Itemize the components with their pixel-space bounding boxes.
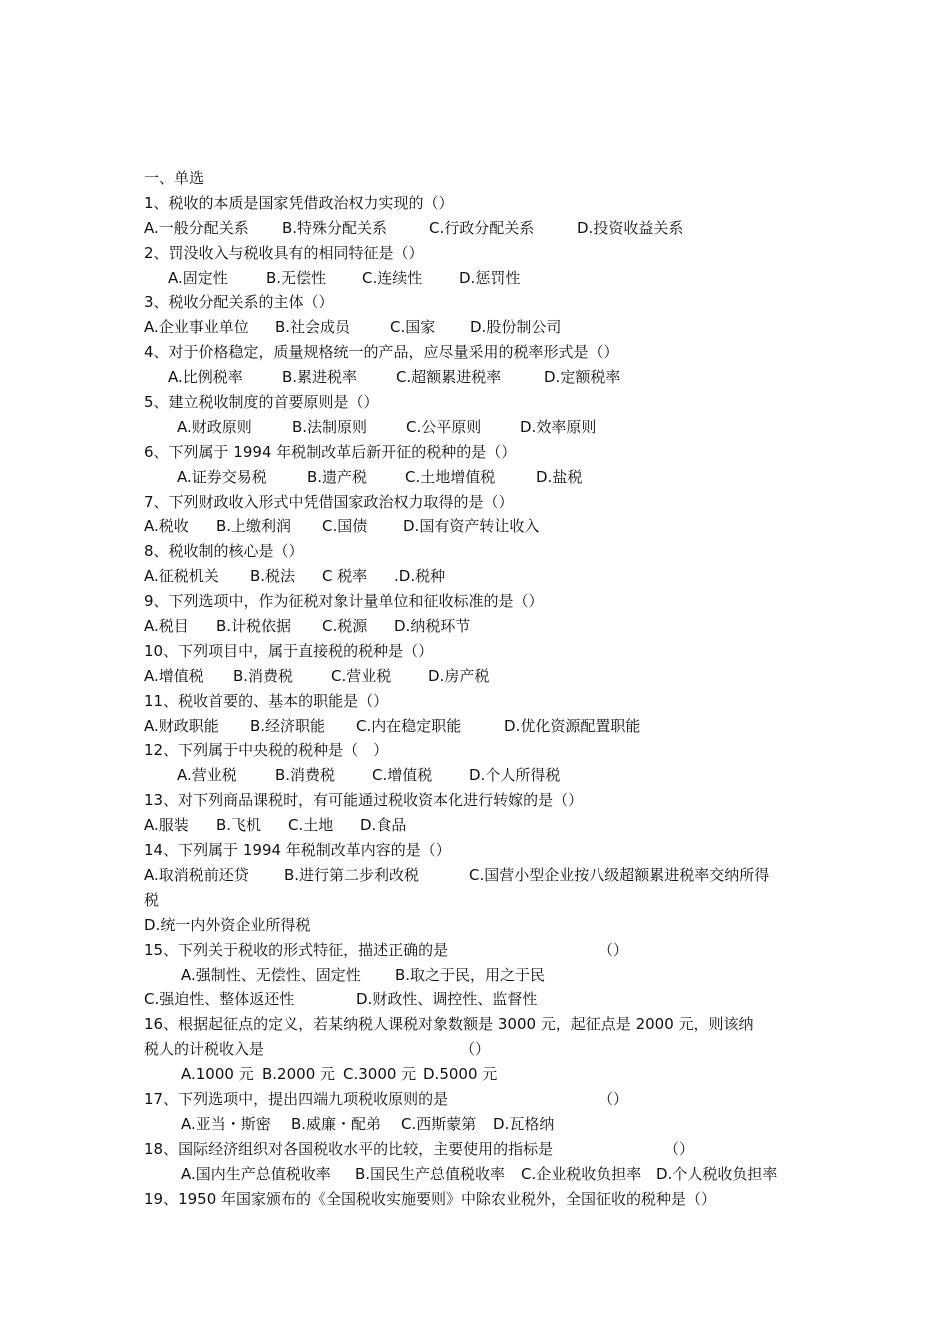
question-17: [144, 1087, 824, 1112]
question-9-options: [144, 614, 824, 639]
option-b: B.社会成员: [275, 318, 351, 337]
option-c: C.行政分配关系: [429, 218, 535, 237]
option-c: C.营业税: [331, 666, 392, 685]
option-d: D.财政性、调控性、监督性: [356, 990, 538, 1009]
option-d: D.定额税率: [544, 368, 621, 387]
answer-paren: （）: [598, 940, 629, 959]
question-16-text: 税人的计税收入是: [144, 1040, 265, 1059]
option-c: C.内在稳定职能: [356, 716, 462, 735]
option-b: B.上缴利润: [216, 517, 292, 536]
answer-paren: （）: [598, 1089, 629, 1108]
option-d: D.食品: [360, 816, 407, 835]
option-a: A.财政原则: [177, 417, 252, 436]
option-b: B.2000 元: [262, 1065, 336, 1084]
option-c: C.税源: [322, 617, 368, 636]
question-4: 4、对于价格稳定，质量规格统一的产品，应尽量采用的税率形式是（）: [144, 343, 619, 362]
answer-paren: （）: [664, 1139, 695, 1158]
option-a: A.亚当・斯密: [181, 1114, 271, 1133]
question-13: 13、对下列商品课税时，有可能通过税收资本化进行转嫁的是（）: [144, 791, 584, 810]
option-d: D.优化资源配置职能: [504, 716, 641, 735]
option-d: D.纳税环节: [394, 617, 471, 636]
option-a: A.税收: [144, 517, 189, 536]
question-10: 10、下列项目中，属于直接税的税种是（）: [144, 641, 434, 660]
question-12: 12、下列属于中央税的税种是（ ）: [144, 741, 389, 760]
question-18-text: 18、国际经济组织对各国税收水平的比较，主要使用的指标是: [144, 1139, 554, 1158]
option-b: B.进行第二步利改税: [284, 865, 420, 884]
option-d: D.惩罚性: [459, 268, 521, 287]
option-c: C.企业税收负担率: [521, 1164, 642, 1183]
option-b: B.累进税率: [282, 368, 358, 387]
section-title: 一、单选: [144, 169, 205, 187]
question-5: 5、建立税收制度的首要原则是（）: [144, 393, 379, 412]
option-c: C.增值税: [372, 766, 433, 785]
option-c: C.公平原则: [406, 417, 482, 436]
option-d: D.效率原则: [520, 417, 597, 436]
question-8: 8、税收制的核心是（）: [144, 542, 304, 561]
option-d: D.房产税: [428, 666, 490, 685]
option-b: B.消费税: [233, 666, 294, 685]
question-6-options: [144, 465, 824, 490]
question-7: 7、下列财政收入形式中凭借国家政治权力取得的是（）: [144, 492, 514, 511]
option-c: C.西斯蒙第: [401, 1114, 477, 1133]
question-2-options: [144, 266, 824, 291]
option-a: A.比例税率: [168, 368, 243, 387]
answer-paren: （）: [460, 1040, 491, 1059]
option-a: A.强制性、无偿性、固定性: [181, 965, 361, 984]
option-b: B.消费税: [275, 766, 336, 785]
option-a: A.证券交易税: [177, 467, 267, 486]
option-b: B.遗产税: [307, 467, 368, 486]
option-d: D.盐税: [536, 467, 583, 486]
question-5-options: [144, 415, 824, 440]
option-b: B.税法: [250, 567, 296, 586]
question-17-options: [144, 1112, 824, 1137]
option-c: C.国家: [390, 318, 436, 337]
question-16-line-2: [144, 1037, 824, 1062]
option-d: .D.税种: [394, 567, 446, 586]
option-b: B.国民生产总值税收率: [355, 1164, 506, 1183]
option-c: C.土地: [288, 816, 334, 835]
question-2: 2、罚没收入与税收具有的相同特征是（）: [144, 243, 424, 262]
option-a: A.1000 元: [181, 1065, 254, 1084]
option-d: D.个人所得税: [469, 766, 561, 785]
question-16-options: [144, 1062, 824, 1087]
question-11-options: [144, 714, 824, 739]
question-13-options: [144, 813, 824, 838]
option-c: C.连续性: [362, 268, 423, 287]
question-17-text: 17、下列选项中，提出四端九项税收原则的是: [144, 1089, 449, 1108]
option-a: A.国内生产总值税收率: [181, 1164, 331, 1183]
question-7-options: [144, 514, 824, 539]
question-15-text: 15、下列关于税收的形式特征，描述正确的是: [144, 940, 449, 959]
option-d: D.个人税收负担率: [656, 1164, 778, 1183]
option-c: C.土地增值税: [405, 467, 496, 486]
option-a: A.一般分配关系: [144, 218, 249, 237]
option-d: D.股份制公司: [470, 318, 562, 337]
option-b: B.无偿性: [266, 268, 327, 287]
question-10-options: [144, 664, 824, 689]
option-a: A.固定性: [168, 268, 228, 287]
question-12-options: [144, 763, 824, 788]
question-3: 3、税收分配关系的主体（）: [144, 293, 334, 312]
question-3-options: [144, 315, 824, 340]
option-b: B.飞机: [216, 816, 262, 835]
option-d: D.国有资产转让收入: [403, 517, 540, 536]
question-16-line-1: 16、根据起征点的定义，若某纳税人课税对象数额是 3000 元，起征点是 2000 元，则该纳: [144, 1015, 754, 1034]
question-8-options: [144, 564, 824, 589]
option-a: A.增值税: [144, 666, 204, 685]
option-c: C.强迫性、整体返还性: [144, 990, 295, 1009]
option-c: C 税率: [322, 567, 368, 586]
option-b: B.法制原则: [292, 417, 368, 436]
option-a: A.企业事业单位: [144, 318, 249, 337]
option-a: A.征税机关: [144, 567, 219, 586]
question-15-options-1: [144, 963, 824, 988]
question-1-options: [144, 216, 824, 241]
option-b: B.经济职能: [250, 716, 326, 735]
question-6: 6、下列属于 1994 年税制改革后新开征的税种的是（）: [144, 442, 517, 461]
question-14-options: [144, 863, 824, 888]
option-c: C.3000 元: [343, 1065, 417, 1084]
option-b: B.取之于民，用之于民: [395, 965, 546, 984]
option-b: B.威廉・配弟: [291, 1114, 382, 1133]
exam-page: [144, 166, 824, 1211]
question-19: 19、1950 年国家颁布的《全国税收实施要则》中除农业税外，全国征收的税种是（）: [144, 1189, 717, 1208]
option-c: C.国债: [322, 517, 368, 536]
question-14-option-d: D.统一内外资企业所得税: [144, 915, 311, 934]
question-11: 11、税收首要的、基本的职能是（）: [144, 691, 389, 710]
option-c: C.国营小型企业按八级超额累进税率交纳所得: [469, 865, 770, 884]
question-14: 14、下列属于 1994 年税制改革内容的是（）: [144, 841, 451, 860]
question-14-option-c-wrap: 税: [144, 890, 160, 909]
question-15: [144, 938, 824, 963]
question-18: [144, 1137, 824, 1162]
question-1: 1、税收的本质是国家凭借政治权力实现的（）: [144, 193, 454, 212]
question-15-options-2: [144, 987, 824, 1012]
question-9: 9、下列选项中，作为征税对象计量单位和征收标准的是（）: [144, 592, 544, 611]
option-c: C.超额累进税率: [396, 368, 502, 387]
option-a: A.服装: [144, 816, 189, 835]
option-a: A.财政职能: [144, 716, 219, 735]
option-b: B.特殊分配关系: [282, 218, 388, 237]
option-d: D.投资收益关系: [577, 218, 684, 237]
question-4-options: [144, 365, 824, 390]
option-d: D.5000 元: [423, 1065, 498, 1084]
option-d: D.瓦格纳: [493, 1114, 555, 1133]
option-b: B.计税依据: [216, 617, 292, 636]
option-a: A.税目: [144, 617, 189, 636]
option-a: A.营业税: [177, 766, 237, 785]
question-18-options: [144, 1162, 824, 1187]
option-a: A.取消税前还贷: [144, 865, 249, 884]
